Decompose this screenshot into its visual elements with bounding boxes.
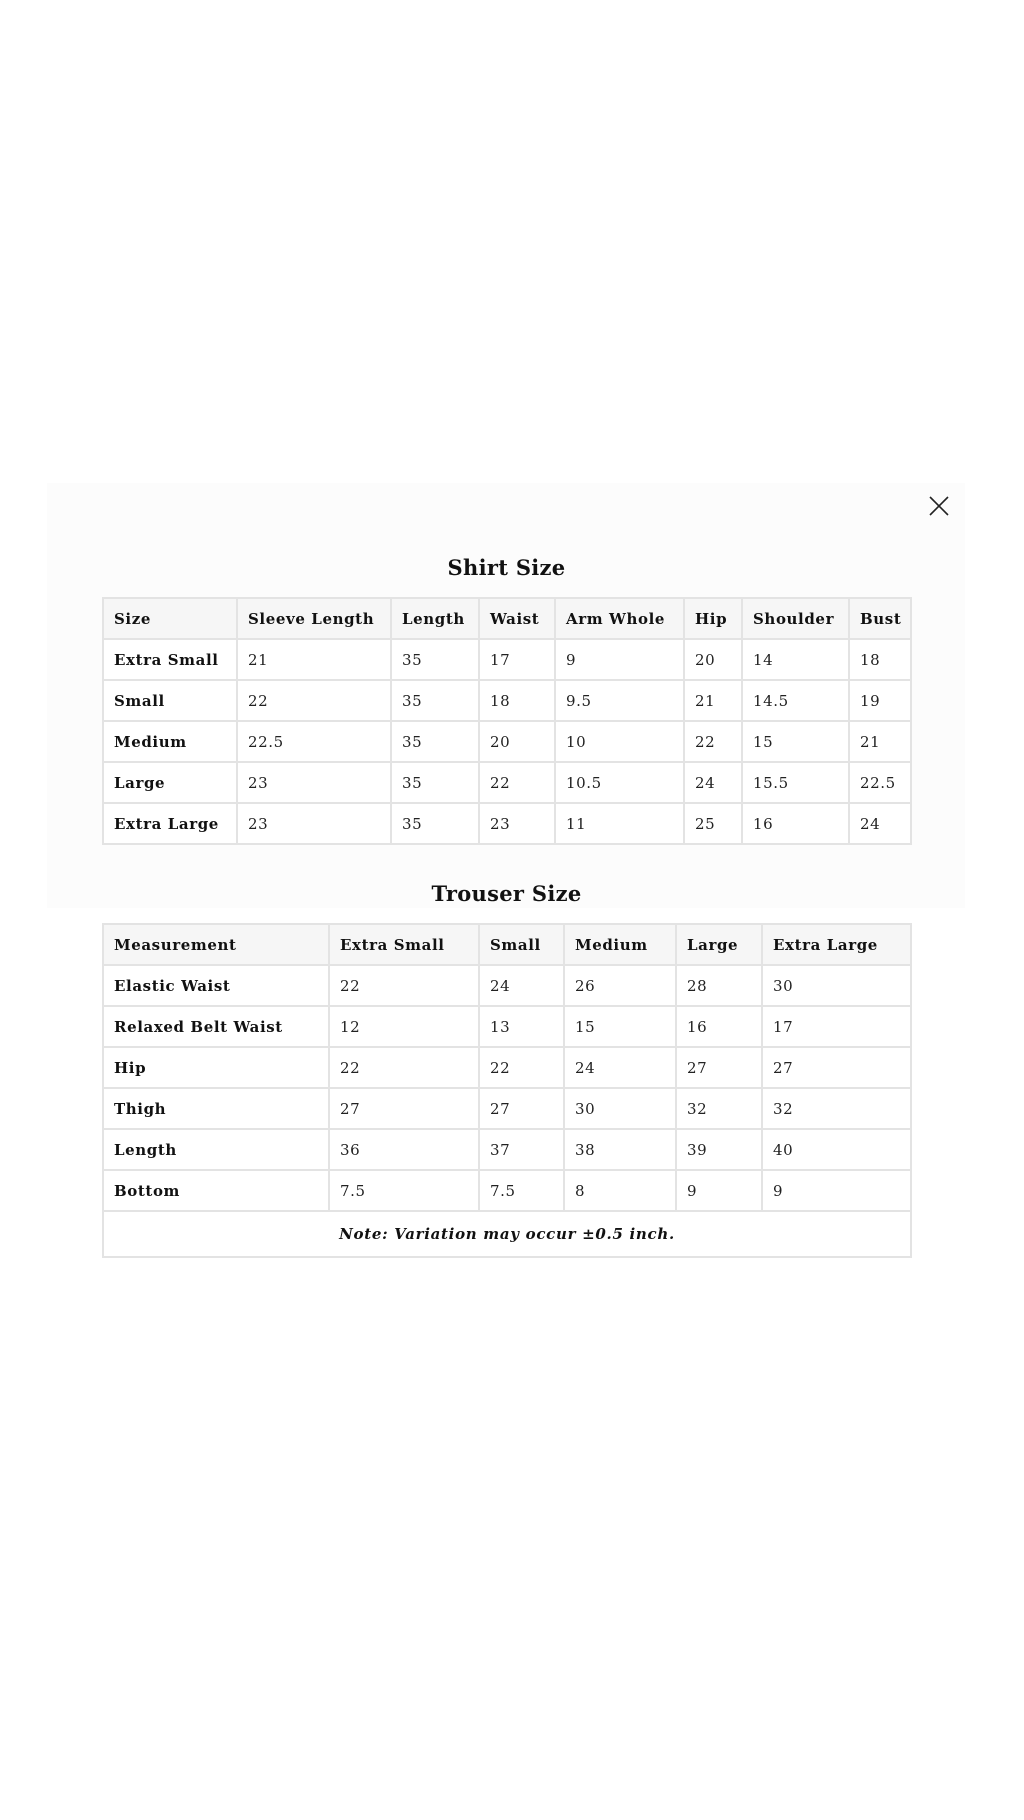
table-cell: 23 xyxy=(479,803,555,844)
table-cell: 14 xyxy=(742,639,849,680)
table-cell: 22.5 xyxy=(849,762,911,803)
table-cell: 21 xyxy=(684,680,742,721)
table-cell: 32 xyxy=(762,1088,911,1129)
shirt-size-table xyxy=(102,597,912,845)
table-cell: 22 xyxy=(684,721,742,762)
table-row xyxy=(103,639,911,680)
table-cell: 8 xyxy=(564,1170,676,1211)
table-cell: 39 xyxy=(676,1129,762,1170)
table-cell: 24 xyxy=(684,762,742,803)
table-cell: 26 xyxy=(564,965,676,1006)
table-cell: 32 xyxy=(676,1088,762,1129)
trouser-size-title: Trouser Size xyxy=(431,881,582,906)
table-cell: 27 xyxy=(676,1047,762,1088)
table-cell: 16 xyxy=(676,1006,762,1047)
table-cell: 15 xyxy=(564,1006,676,1047)
table-cell: 9 xyxy=(555,639,684,680)
row-label: Extra Small xyxy=(103,639,237,680)
row-label: Extra Large xyxy=(103,803,237,844)
column-header: Arm Whole xyxy=(555,598,684,639)
table-row xyxy=(103,762,911,803)
table-cell: 10 xyxy=(555,721,684,762)
table-row xyxy=(103,1047,911,1088)
table-cell: 24 xyxy=(564,1047,676,1088)
table-cell: 35 xyxy=(391,721,479,762)
table-cell: 22 xyxy=(237,680,391,721)
column-header: Small xyxy=(479,924,564,965)
column-header: Extra Large xyxy=(762,924,911,965)
table-cell: 30 xyxy=(564,1088,676,1129)
row-label: Small xyxy=(103,680,237,721)
column-header: Hip xyxy=(684,598,742,639)
table-row xyxy=(103,1170,911,1211)
column-header: Length xyxy=(391,598,479,639)
table-header-row xyxy=(103,924,911,965)
table-cell: 30 xyxy=(762,965,911,1006)
table-cell: 9 xyxy=(676,1170,762,1211)
table-cell: 15 xyxy=(742,721,849,762)
table-cell: 22 xyxy=(479,1047,564,1088)
table-cell: 22 xyxy=(479,762,555,803)
table-cell: 18 xyxy=(849,639,911,680)
table-cell: 28 xyxy=(676,965,762,1006)
column-header: Shoulder xyxy=(742,598,849,639)
row-label: Thigh xyxy=(103,1088,329,1129)
table-cell: 22 xyxy=(329,1047,479,1088)
table-cell: 9.5 xyxy=(555,680,684,721)
close-button[interactable] xyxy=(926,493,952,519)
table-cell: 9 xyxy=(762,1170,911,1211)
table-cell: 21 xyxy=(849,721,911,762)
row-label: Elastic Waist xyxy=(103,965,329,1006)
table-cell: 24 xyxy=(849,803,911,844)
table-cell: 20 xyxy=(684,639,742,680)
column-header: Large xyxy=(676,924,762,965)
column-header: Measurement xyxy=(103,924,329,965)
shirt-size-title: Shirt Size xyxy=(447,555,566,580)
table-cell: 10.5 xyxy=(555,762,684,803)
table-row xyxy=(103,803,911,844)
table-cell: 25 xyxy=(684,803,742,844)
note-row xyxy=(103,1211,911,1257)
table-row xyxy=(103,680,911,721)
column-header: Extra Small xyxy=(329,924,479,965)
table-cell: 35 xyxy=(391,680,479,721)
table-cell: 24 xyxy=(479,965,564,1006)
table-header-row xyxy=(103,598,911,639)
table-cell: 7.5 xyxy=(479,1170,564,1211)
row-label: Length xyxy=(103,1129,329,1170)
table-cell: 27 xyxy=(329,1088,479,1129)
table-cell: 16 xyxy=(742,803,849,844)
table-cell: 15.5 xyxy=(742,762,849,803)
column-header: Bust xyxy=(849,598,911,639)
row-label: Relaxed Belt Waist xyxy=(103,1006,329,1047)
table-cell: 23 xyxy=(237,803,391,844)
table-cell: 7.5 xyxy=(329,1170,479,1211)
table-cell: 20 xyxy=(479,721,555,762)
column-header: Waist xyxy=(479,598,555,639)
table-cell: 21 xyxy=(237,639,391,680)
column-header: Medium xyxy=(564,924,676,965)
table-cell: 35 xyxy=(391,639,479,680)
row-label: Hip xyxy=(103,1047,329,1088)
table-cell: 22 xyxy=(329,965,479,1006)
table-cell: 36 xyxy=(329,1129,479,1170)
trouser-size-table xyxy=(102,923,912,1258)
table-cell: 35 xyxy=(391,803,479,844)
column-header: Sleeve Length xyxy=(237,598,391,639)
table-row xyxy=(103,1006,911,1047)
table-cell: 27 xyxy=(762,1047,911,1088)
column-header: Size xyxy=(103,598,237,639)
table-cell: 17 xyxy=(762,1006,911,1047)
table-cell: 19 xyxy=(849,680,911,721)
table-row xyxy=(103,965,911,1006)
table-cell: 35 xyxy=(391,762,479,803)
table-row xyxy=(103,721,911,762)
table-cell: 23 xyxy=(237,762,391,803)
table-cell: 18 xyxy=(479,680,555,721)
table-cell: 13 xyxy=(479,1006,564,1047)
table-cell: 22.5 xyxy=(237,721,391,762)
row-label: Medium xyxy=(103,721,237,762)
table-cell: 14.5 xyxy=(742,680,849,721)
row-label: Bottom xyxy=(103,1170,329,1211)
table-cell: 38 xyxy=(564,1129,676,1170)
close-x-icon xyxy=(926,493,952,519)
table-cell: 27 xyxy=(479,1088,564,1129)
table-cell: 12 xyxy=(329,1006,479,1047)
row-label: Large xyxy=(103,762,237,803)
table-row xyxy=(103,1088,911,1129)
table-cell: 37 xyxy=(479,1129,564,1170)
table-row xyxy=(103,1129,911,1170)
table-cell: 11 xyxy=(555,803,684,844)
table-cell: 17 xyxy=(479,639,555,680)
table-cell: 40 xyxy=(762,1129,911,1170)
variation-note: Note: Variation may occur ±0.5 inch. xyxy=(103,1211,911,1257)
